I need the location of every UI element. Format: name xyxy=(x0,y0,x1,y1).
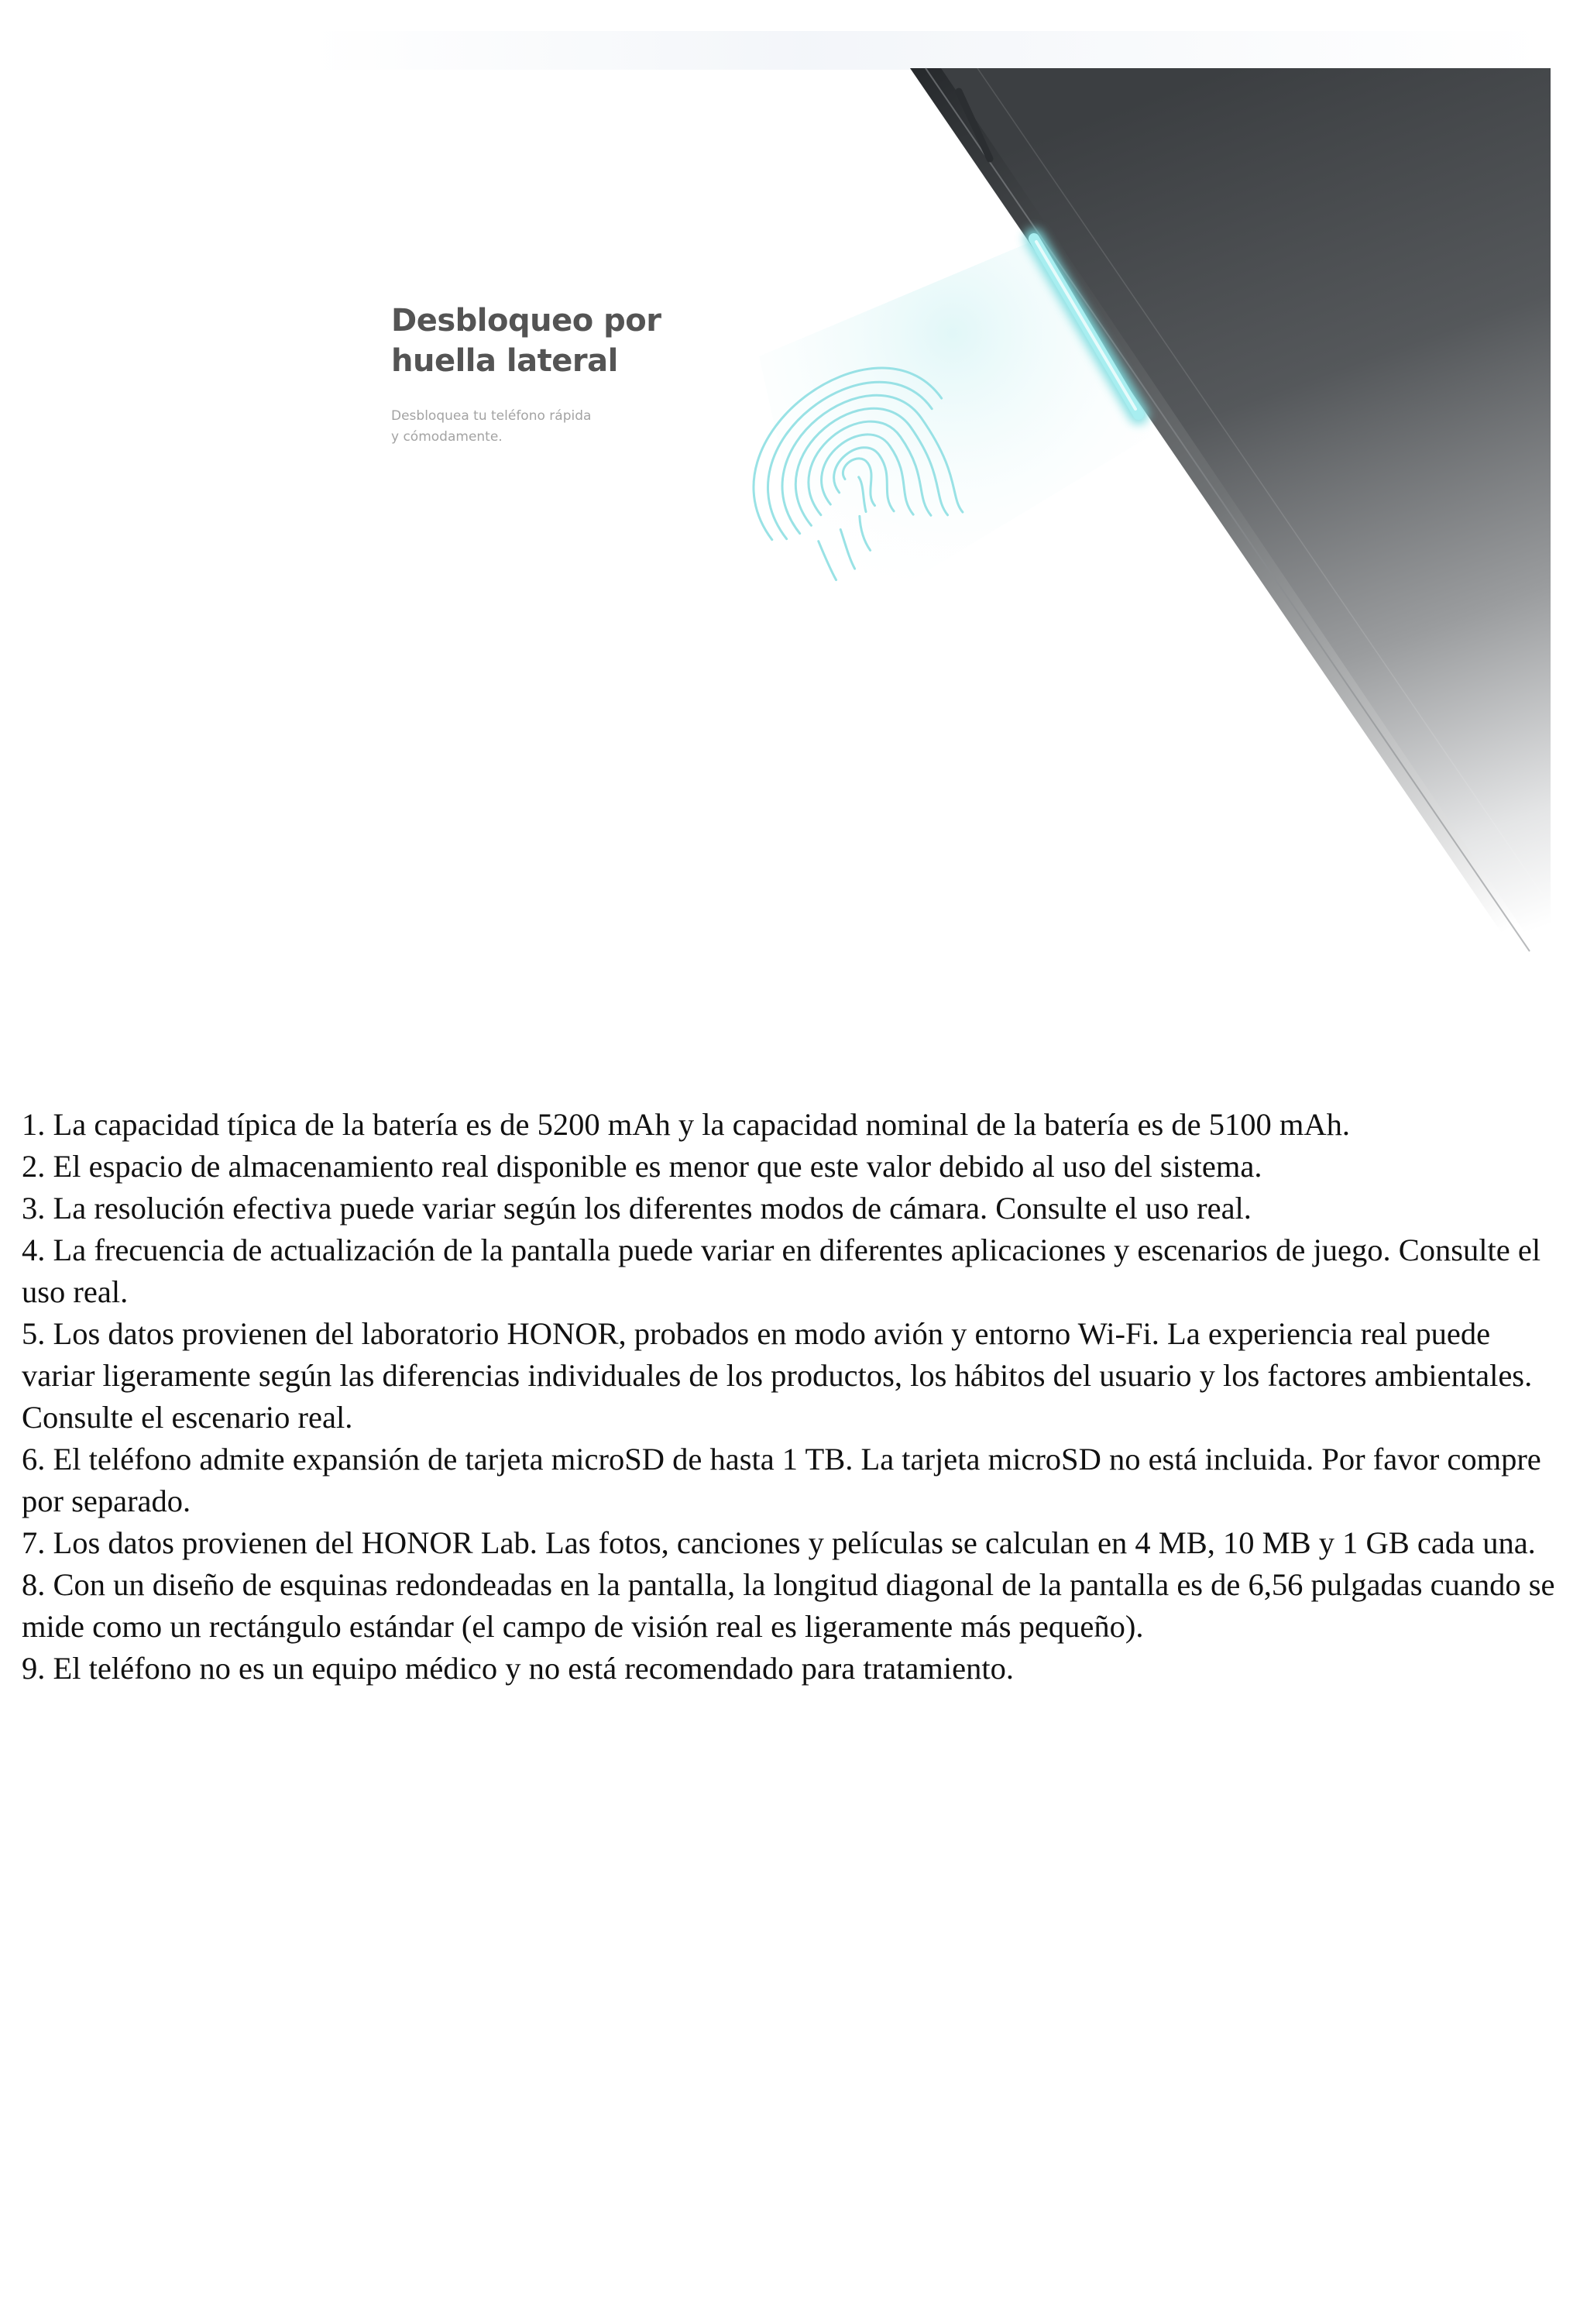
feature-subtitle-line: Desbloquea tu teléfono rápida xyxy=(391,408,592,424)
footnote-item: 9. El teléfono no es un equipo médico y no está recomendado para tratamiento. xyxy=(22,1651,1014,1686)
footnote-item: 8. Con un diseño de esquinas redondeadas en la pantalla, la longitud diagonal de la pantalla es de 6,56 pulgadas cuando se mide como un rectángulo estándar (el campo de visión real es ligeramente más pequeño). xyxy=(22,1567,1555,1644)
feature-title xyxy=(391,301,825,381)
feature-subtitle-line: y cómodamente. xyxy=(391,429,503,445)
footnote-item: 1. La capacidad típica de la batería es de 5200 mAh y la capacidad nominal de la batería es de 5100 mAh. xyxy=(22,1107,1350,1142)
feature-subtitle xyxy=(391,406,623,448)
footnotes-list xyxy=(22,1104,1563,1690)
footnote-item: 2. El espacio de almacenamiento real disponible es menor que este valor debido al uso del sistema. xyxy=(22,1149,1262,1184)
footnote-item: 6. El teléfono admite expansión de tarjeta microSD de hasta 1 TB. La tarjeta microSD no está incluida. Por favor compre por separado. xyxy=(22,1442,1541,1518)
feature-title-line: huella lateral xyxy=(391,343,618,379)
footnote-item: 4. La frecuencia de actualización de la pantalla puede variar en diferentes aplicaciones y escenarios de juego. Consulte el uso real. xyxy=(22,1232,1541,1309)
footnote-item: 5. Los datos provienen del laboratorio HONOR, probados en modo avión y entorno Wi-Fi. La experiencia real puede variar ligeramente según las diferencias individuales de los productos, los hábitos del usuario y los factores ambientales. Consulte el escenario real. xyxy=(22,1316,1533,1435)
feature-banner xyxy=(0,0,1580,976)
footnote-item: 3. La resolución efectiva puede variar según los diferentes modos de cámara. Consulte el uso real. xyxy=(22,1191,1252,1226)
phone-side-illustration xyxy=(0,0,1580,976)
feature-title-line: Desbloqueo por xyxy=(391,303,661,339)
footnote-item: 7. Los datos provienen del HONOR Lab. Las fotos, canciones y películas se calculan en 4 MB, 10 MB y 1 GB cada una. xyxy=(22,1525,1536,1560)
